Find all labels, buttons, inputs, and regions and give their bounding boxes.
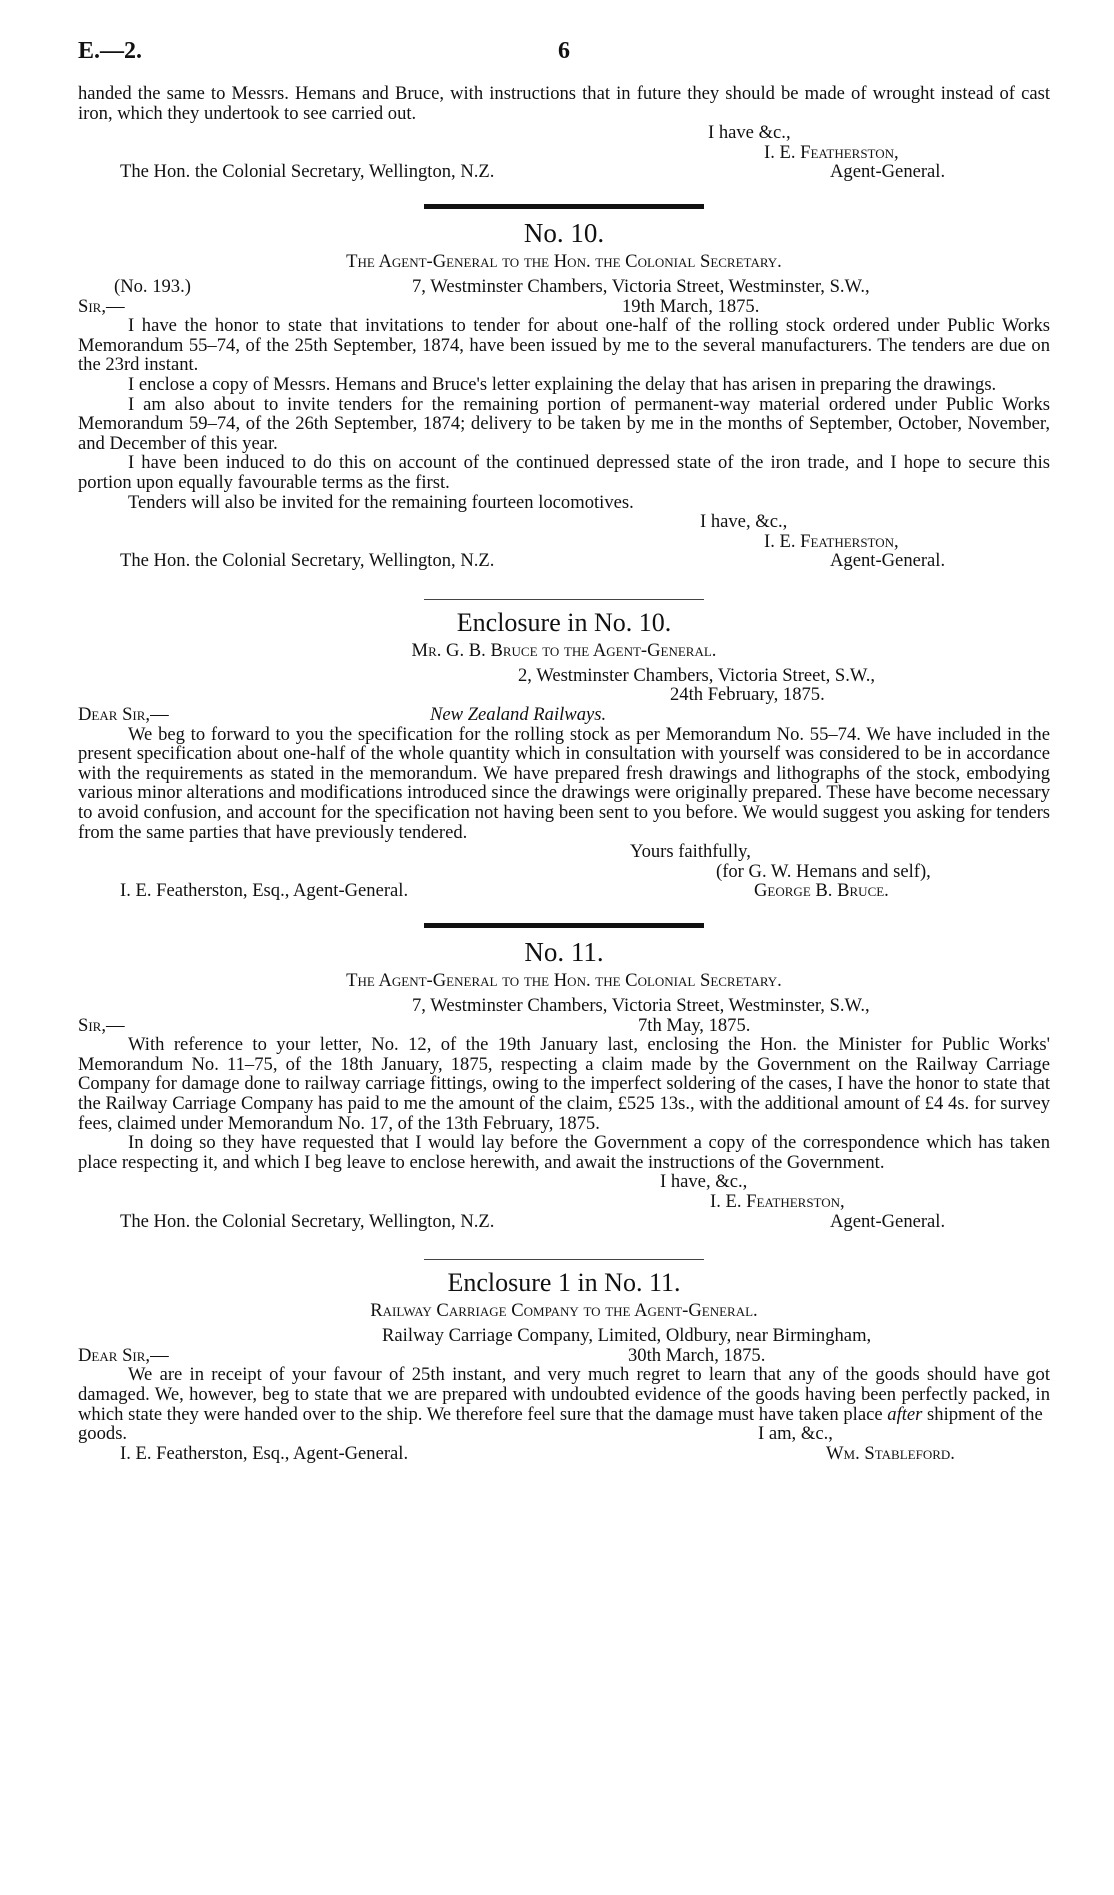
section-divider [424, 204, 704, 209]
paragraph-text-after: shipment of the [927, 1403, 1043, 1425]
section-subtitle: The Agent-General to the Hon. the Colonial Secretary. [346, 970, 782, 991]
section-title: No. 10. [523, 217, 605, 248]
closing: Yours faithfully, [630, 841, 751, 863]
addressee: I. E. Featherston, Esq., Agent-General. [120, 880, 409, 902]
signer: George B. Bruce. [754, 880, 889, 902]
signer-title: Agent-General. [830, 550, 946, 572]
letter-address: 7, Westminster Chambers, Victoria Street, Westminster, S.W., [412, 275, 870, 297]
letter-date: 19th March, 1875. [622, 295, 760, 317]
enclosure-1-no-11 [78, 1266, 1050, 1463]
salutation: Sir,— [78, 295, 125, 317]
letter-address: 2, Westminster Chambers, Victoria Street, S.W., [518, 664, 875, 686]
paragraph: We beg to forward to you the specification for the rolling stock as per Memorandum No. 55–74. We have included in the present specification about one-half of the whole quantity which in consultation with yourself was considered to be in accordance with the requirements as stated in the memorandum. We have prepared fresh drawings and lithographs of the stock, embodying various minor alterations and modifications introduced since the drawings were originally prepared. These have become necessary to avoid confusion, and account for the specification not having been sent to you before. We would suggest you asking for tenders from the same parties that have previously tendered. [78, 723, 1050, 843]
section-title: Enclosure 1 in No. 11. [447, 1268, 681, 1298]
paragraph: Tenders will also be invited for the remaining fourteen locomotives. [128, 491, 634, 513]
opening-letter [78, 84, 1050, 182]
paragraph: In doing so they have requested that I would lay before the Government a copy of the correspondence which has taken place respecting it, and which I beg leave to enclose herewith, and await the instructions of the Government. [78, 1132, 1050, 1173]
salutation: Dear Sir,— [78, 1344, 169, 1366]
paragraph: I enclose a copy of Messrs. Hemans and Bruce's letter explaining the delay that has arisen in preparing the drawings. [128, 373, 997, 395]
paragraph: I am also about to invite tenders for the remaining portion of permanent-way material ordered under Public Works Memorandum 59–74, of the 26th September, 1874; delivery to be taken by me in the months of September, October, November, and December of this year. [78, 393, 1050, 454]
paragraph: I have been induced to do this on account of the continued depressed state of the iron trade, and I hope to secure this portion upon equally favourable terms as the first. [78, 452, 1050, 493]
salutation: Sir,— [78, 1014, 125, 1036]
emphasized-word: after [887, 1403, 923, 1425]
enclosure-no-10 [78, 606, 1050, 901]
page-number: 6 [558, 38, 570, 64]
letter-address: 7, Westminster Chambers, Victoria Street, Westminster, S.W., [412, 995, 870, 1016]
closing: I have, &c., [660, 1171, 748, 1193]
section-divider [424, 923, 704, 928]
report-reference: E.—2. [78, 38, 143, 64]
paragraph: With reference to your letter, No. 12, of the 19th January last, enclosing the Hon. the Minister for Public Works' Memorandum No. 11–75, of the 18th January, 1875, respecting a claim made by the Government on the Railway Carriage Company for damage done to railway carriage fittings, owing to the imperfect soldering of the cases, I have the honor to state that the Railway Carriage Company has paid to me the amount of the claim, £525 13s., with the additional amount of £4 4s. for survey fees, claimed under Memorandum No. 17, of the 13th February, 1875. [78, 1034, 1050, 1134]
closing: I have &c., [708, 122, 791, 144]
signer: Wm. Stableford. [826, 1442, 955, 1464]
paragraph-last-word: goods. [78, 1423, 128, 1445]
paragraph: I have the honor to state that invitations to tender for about one-half of the rolling stock ordered under Public Works Memorandum 55–74, of the 25th September, 1874, have been issued by me to the several manufacturers. The tenders are due on the 23rd instant. [78, 315, 1050, 376]
letter-date: 24th February, 1875. [670, 684, 825, 706]
letter-date: 7th May, 1875. [638, 1014, 751, 1036]
document-page [78, 38, 1050, 1463]
signer: I. E. Featherston, [764, 530, 899, 552]
signer: I. E. Featherston, [764, 141, 899, 163]
section-subtitle: Mr. G. B. Bruce to the Agent-General. [411, 639, 717, 661]
section-subtitle: The Agent-General to the Hon. the Colonial Secretary. [346, 250, 782, 272]
signer-title: Agent-General. [830, 1210, 946, 1232]
letter-subject: New Zealand Railways. [430, 704, 607, 726]
addressee: The Hon. the Colonial Secretary, Wellington, N.Z. [120, 161, 495, 183]
section-title: Enclosure in No. 10. [456, 607, 672, 637]
paragraph [78, 1365, 1050, 1424]
section-divider [424, 1259, 704, 1260]
letter-no-11 [78, 934, 1050, 1231]
addressee: I. E. Featherston, Esq., Agent-General. [120, 1442, 409, 1464]
letter-address: Railway Carriage Company, Limited, Oldbury, near Birmingham, [382, 1325, 872, 1347]
page-header [78, 38, 1050, 84]
closing: I am, &c., [758, 1423, 833, 1445]
on-behalf: (for G. W. Hemans and self), [716, 860, 931, 882]
letter-ref: (No. 193.) [114, 275, 191, 297]
signer: I. E. Featherston, [710, 1190, 845, 1212]
section-subtitle: Railway Carriage Company to the Agent-General. [370, 1300, 758, 1322]
salutation: Dear Sir,— [78, 704, 169, 726]
addressee: The Hon. the Colonial Secretary, Wellington, N.Z. [120, 550, 495, 572]
letter-no-10 [78, 215, 1050, 571]
paragraph-text-before: We are in receipt of your favour of 25th instant, and very much regret to learn that any of the goods should have got damaged. We, however, beg to state that we are prepared with undoubted evidence of the goods having been perfectly packed, in which state they were handed over to the ship. We therefore feel sure that the damage must have taken place [78, 1364, 1050, 1425]
section-divider [424, 599, 704, 600]
signer-title: Agent-General. [830, 161, 946, 183]
section-title: No. 11. [524, 937, 604, 967]
closing: I have, &c., [700, 511, 788, 533]
opening-paragraph: handed the same to Messrs. Hemans and Bruce, with instructions that in future they should be made of wrought instead of cast iron, which they undertook to see carried out. [78, 83, 1050, 124]
letter-date: 30th March, 1875. [628, 1344, 766, 1366]
addressee: The Hon. the Colonial Secretary, Wellington, N.Z. [120, 1210, 495, 1232]
